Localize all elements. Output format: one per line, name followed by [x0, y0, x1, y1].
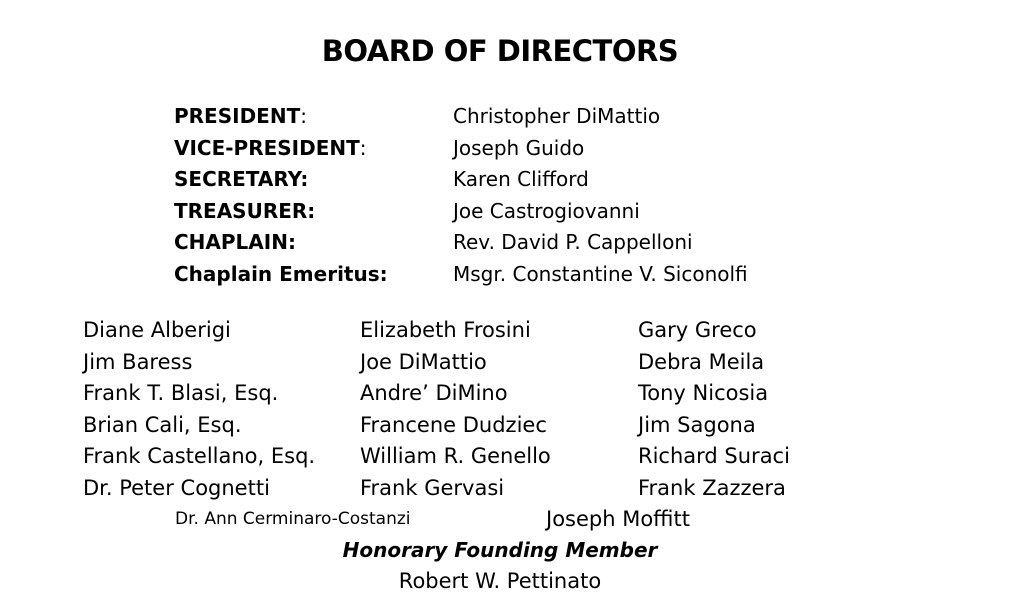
honorary-member-name: Robert W. Pettinato	[398, 569, 602, 593]
honorary-heading: Honorary Founding Member	[342, 538, 658, 562]
member-name: Gary Greco	[638, 318, 757, 342]
members-column-2	[360, 315, 551, 504]
page-title: BOARD OF DIRECTORS	[321, 34, 679, 68]
extra-member-name: Dr. Ann Cerminaro-Costanzi	[175, 509, 411, 529]
member-name: Frank Zazzera	[638, 475, 786, 500]
officer-name: Joe Castrogiovanni	[453, 198, 640, 223]
officer-title: Chaplain Emeritus:	[174, 261, 388, 286]
officer-name: Christopher DiMattio	[453, 104, 661, 128]
member-name: Frank Gervasi	[360, 475, 505, 500]
member-name: William R. Genello	[360, 444, 551, 468]
member-name: Elizabeth Frosini	[360, 318, 531, 342]
officer-name: Msgr. Constantine V. Siconolfi	[453, 261, 748, 286]
extra-member-name: Joseph Moffitt	[546, 507, 690, 531]
member-name: Tony Nicosia	[638, 381, 769, 405]
member-name: Debra Meila	[638, 349, 765, 374]
member-name: Jim Baress	[83, 349, 193, 374]
member-name: Joe DiMattio	[360, 349, 487, 374]
member-name: Jim Sagona	[638, 412, 756, 437]
member-name: Dr. Peter Cognetti	[83, 475, 270, 500]
officer-title: SECRETARY:	[174, 167, 309, 191]
officer-name: Rev. David P. Cappelloni	[453, 230, 693, 254]
member-name: Francene Dudziec	[360, 412, 547, 437]
member-name: Brian Cali, Esq.	[83, 412, 242, 437]
officer-name: Joseph Guido	[453, 135, 585, 160]
officer-title: CHAPLAIN:	[174, 230, 296, 254]
member-name: Richard Suraci	[638, 444, 790, 468]
officer-title: TREASURER:	[174, 198, 316, 223]
member-name: Andre’ DiMino	[360, 381, 508, 405]
officer-title: VICE-PRESIDENT:	[174, 135, 367, 160]
member-name: Diane Alberigi	[83, 318, 231, 342]
members-column-3	[638, 315, 790, 504]
officer-name: Karen Clifford	[453, 167, 589, 191]
members-column-1	[83, 315, 315, 504]
member-name: Frank Castellano, Esq.	[83, 444, 316, 468]
officer-title: PRESIDENT:	[174, 104, 307, 128]
member-name: Frank T. Blasi, Esq.	[83, 381, 279, 405]
